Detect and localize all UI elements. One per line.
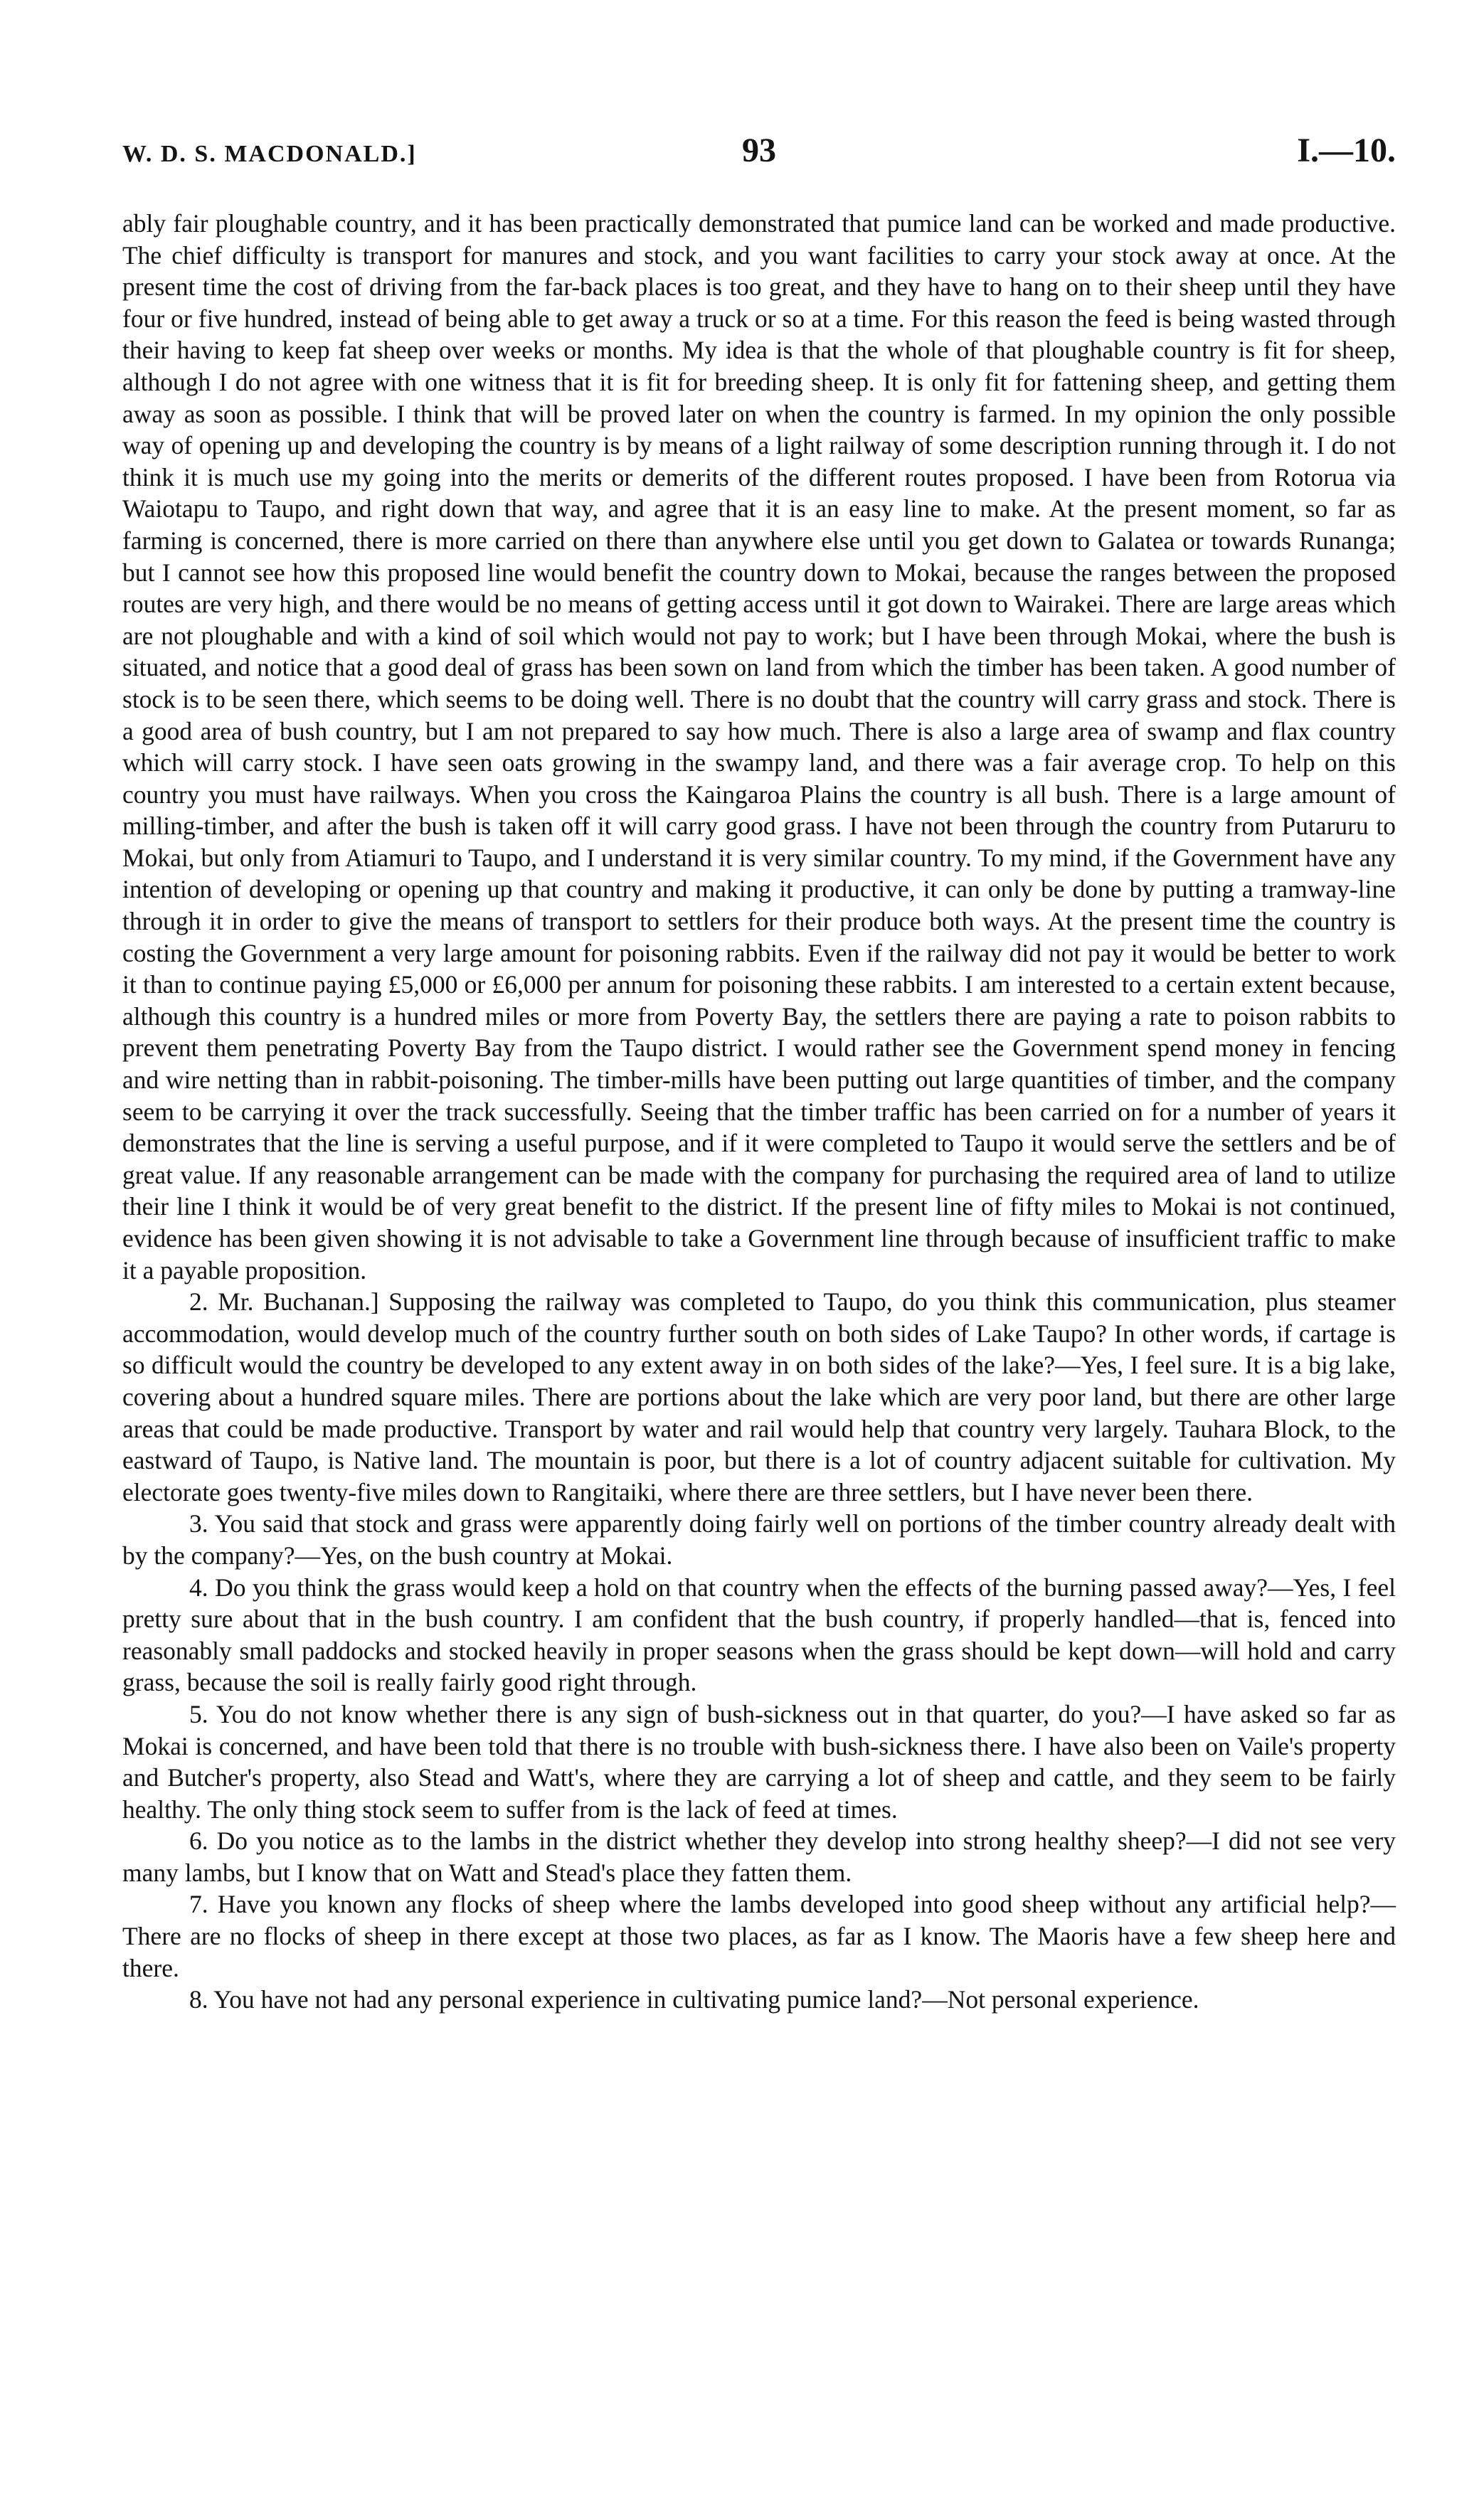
question-8: 8. You have not had any personal experience in cultivating pumice land?—Not personal experience. — [189, 1985, 1199, 2014]
question-5: 5. You do not know whether there is any sign of bush-sickness out in that quarter, do you?—I have asked so far as Mokai is concerned, and have been told that there is no trouble with bush-sickness there. I have also been on Vaile's property and Butcher's property, also Stead and Watt's, where they are carrying a lot of sheep and cattle, and they seem to be fairly healthy. The only thing stock seem to suffer from is the lack of feed at times. — [122, 1699, 1396, 1824]
witness-name: W. D. S. MACDONALD.] — [122, 141, 417, 167]
page-number: 93 — [742, 132, 776, 169]
question-4: 4. Do you think the grass would keep a hold on that country when the effects of the burning passed away?—Yes, I feel pretty sure about that in the bush country. I am confident that the bush country, if properly handled—that is, fenced into reasonably small paddocks and stocked heavily in proper seasons when the grass should be kept down—will hold and carry grass, because the soil is really fairly good right through. — [122, 1573, 1396, 1697]
paper-reference: I.—10. — [1297, 132, 1396, 169]
question-3: 3. You said that stock and grass were apparently doing fairly well on portions of the timber country already dealt with by the company?—Yes, on the bush country at Mokai. — [122, 1509, 1396, 1570]
question-7: 7. Have you known any flocks of sheep where the lambs developed into good sheep without any artificial help?—There are no flocks of sheep in there except at those two places, as far as I know. The Maoris have a few sheep here and there. — [122, 1890, 1396, 1982]
paragraph-continuation: ably fair ploughable country, and it has been practically demonstrated that pumice land can be worked and made productive. The chief difficulty is transport for manures and stock, and you want facilities to carry your stock away at once. At the present time the cost of driving from the far-back places is too great, and they have to hang on to their sheep until they have four or five hundred, instead of being able to get away a truck or so at a time. For this reason the feed is being wasted through their having to keep fat sheep over weeks or months. My idea is that the whole of that ploughable country is fit for sheep, although I do not agree with one witness that it is fit for breeding sheep. It is only fit for fattening sheep, and getting them away as soon as possible. I think that will be proved later on when the country is farmed. In my opinion the only possible way of opening up and developing the country is by means of a light railway of some description running through it. I do not think it is much use my going into the merits or demerits of the different routes proposed. I have been from Rotorua via Waiotapu to Taupo, and right down that way, and agree that it is an easy line to make. At the present moment, so far as farming is concerned, there is more carried on there than anywhere else until you get down to Galatea or towards Runanga; but I cannot see how this proposed line would benefit the country down to Mokai, because the ranges between the proposed routes are very high, and there would be no means of getting access until it got down to Wairakei. There are large areas which are not ploughable and with a kind of soil which would not pay to work; but I have been through Mokai, where the bush is situated, and notice that a good deal of grass has been sown on land from which the timber has been taken. A good number of stock is to be seen there, which seems to be doing well. There is no doubt that the country will carry grass and stock. There is a good area of bush country, but I am not prepared to say how much. There is also a large area of swamp and flax country which will carry stock. I have seen oats growing in the swampy land, and there was a fair average crop. To help on this country you must have railways. When you cross the Kaingaroa Plains the country is all bush. There is a large amount of milling-timber, and after the bush is taken off it will carry good grass. I have not been through the country from Putaruru to Mokai, but only from Atiamuri to Taupo, and I understand it is very similar country. To my mind, if the Government have any intention of developing or opening up that country and making it productive, it can only be done by putting a tramway-line through it in order to give the means of transport to settlers for their produce both ways. At the present time the country is costing the Government a very large amount for poisoning rabbits. Even if the railway did not pay it would be better to work it than to continue paying £5,000 or £6,000 per annum for poisoning these rabbits. I am interested to a certain extent because, although this country is a hundred miles or more from Poverty Bay, the settlers there are paying a rate to poison rabbits to prevent them penetrating Poverty Bay from the Taupo district. I would rather see the Government spend money in fencing and wire netting than in rabbit-poisoning. The timber-mills have been putting out large quantities of timber, and the company seem to be carrying it over the track successfully. Seeing that the timber traffic has been carried on for a number of years it demonstrates that the line is serving a useful purpose, and if it were completed to Taupo it would serve the settlers and be of great value. If any reasonable arrangement can be made with the company for purchasing the required area of land to utilize their line I think it would be of very great benefit to the district. If the present line of fifty miles to Mokai is not continued, evidence has been given showing it is not advisable to take a Government line through because of insufficient traffic to make it a payable proposition. — [122, 209, 1396, 1285]
page-header — [122, 131, 1396, 181]
evidence-body — [122, 208, 1396, 2016]
question-2: 2. Mr. Buchanan.] Supposing the railway was completed to Taupo, do you think this communication, plus steamer accommodation, would develop much of the country further south on both sides of Lake Taupo? In other words, if cartage is so difficult would the country be developed to any extent away in on both sides of the lake?—Yes, I feel sure. It is a big lake, covering about a hundred square miles. There are portions about the lake which are very poor land, but there are other large areas that could be made productive. Transport by water and rail would help that country very largely. Tauhara Block, to the eastward of Taupo, is Native land. The mountain is poor, but there is a lot of country adjacent suitable for cultivation. My electorate goes twenty-five miles down to Rangitaiki, where there are three settlers, but I have never been there. — [122, 1287, 1396, 1506]
question-6: 6. Do you notice as to the lambs in the district whether they develop into strong healthy sheep?—I did not see very many lambs, but I know that on Watt and Stead's place they fatten them. — [122, 1827, 1396, 1887]
